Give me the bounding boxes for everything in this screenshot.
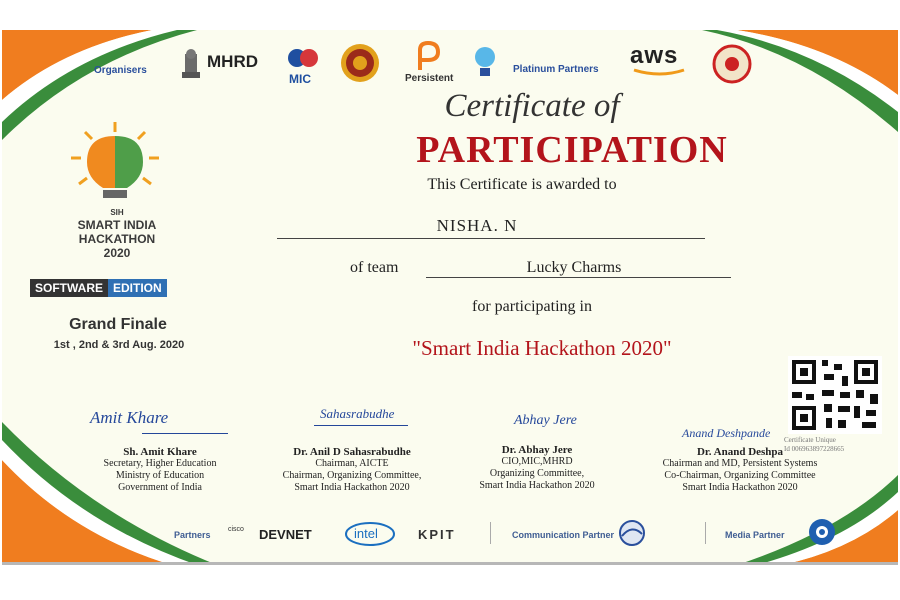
certificate xyxy=(2,30,898,565)
signatory-name: Dr. Abhay Jere xyxy=(501,444,573,456)
mhrd-logo: MHRD xyxy=(207,52,258,71)
intel-logo: intel xyxy=(354,526,378,541)
footer-divider-2 xyxy=(705,522,706,544)
aicte-seal-icon xyxy=(338,42,382,84)
signature-anand-deshpande: Anand Deshpande xyxy=(682,426,771,440)
sih-title-line1: SMART INDIA xyxy=(77,218,157,232)
signature-anil-sahasrabudhe: Sahasrabudhe xyxy=(320,406,395,421)
signatory-line: Smart India Hackathon 2020 xyxy=(682,482,798,493)
kpit-logo: KPIT xyxy=(418,527,456,542)
footer-divider-1 xyxy=(490,522,491,544)
signatory-name: Sh. Amit Khare xyxy=(123,446,197,458)
signatory-line: Chairman, Organizing Committee, xyxy=(282,470,422,481)
emblem-icon xyxy=(176,48,206,82)
devnet-logo: DEVNET xyxy=(259,527,312,542)
software-badge-text: SOFTWARE xyxy=(30,279,108,297)
signatory-3 xyxy=(447,444,627,492)
signatory-line: Co-Chairman, Organizing Committee xyxy=(664,470,816,481)
communication-partner-logo-icon xyxy=(614,518,650,548)
persistent-logo: Persistent xyxy=(405,73,454,84)
software-edition-badge xyxy=(30,279,167,297)
signatory-name: Dr. Anand Deshpa xyxy=(696,446,784,458)
signatory-line: Secretary, Higher Education xyxy=(103,458,217,469)
platinum-partners-label: Platinum Partners xyxy=(513,64,599,75)
sih-title xyxy=(42,218,192,260)
grand-finale-label: Grand Finale xyxy=(69,316,167,333)
certificate-heading-main: PARTICIPATION xyxy=(416,129,728,171)
certificate-id-value: Id 006963897228665 xyxy=(784,445,845,453)
ideabulb-logo-icon xyxy=(470,42,500,82)
signature-abhay-jere: Abhay Jere xyxy=(514,413,577,428)
signature-underline-1 xyxy=(142,433,228,434)
certificate-id-caption: Certificate Unique xyxy=(784,436,836,444)
signatory-line: CIO,MIC,MHRD xyxy=(501,456,573,467)
event-name: "Smart India Hackathon 2020" xyxy=(412,336,672,360)
persistent-logo-icon xyxy=(412,40,448,74)
sih-title-line2: HACKATHON xyxy=(78,232,156,246)
team-underline xyxy=(426,277,731,278)
recipient-underline xyxy=(277,238,705,239)
finale-dates: 1st , 2nd & 3rd Aug. 2020 xyxy=(53,339,185,351)
signatory-2 xyxy=(252,446,452,494)
certificate-heading-script: Certificate of xyxy=(444,88,620,124)
sih-logo-text: SIH xyxy=(110,208,124,217)
signature-underline-2 xyxy=(314,425,408,426)
mic-logo-icon xyxy=(286,44,320,72)
team-prefix: of team xyxy=(350,259,399,276)
signatory-line: Smart India Hackathon 2020 xyxy=(294,482,410,493)
sih-brain-bulb-icon xyxy=(65,118,169,214)
media-partner-label: Media Partner xyxy=(725,530,785,540)
cisco-logo: cisco xyxy=(228,526,244,533)
communication-partner-label: Communication Partner xyxy=(512,530,615,540)
signatory-name: Dr. Anil D Sahasrabudhe xyxy=(293,446,411,458)
qr-code xyxy=(788,356,882,434)
police-badge-icon xyxy=(710,42,754,86)
signatory-line: Ministry of Education xyxy=(115,470,205,481)
signatory-line: Chairman and MD, Persistent Systems xyxy=(662,458,818,469)
signatory-line: Government of India xyxy=(118,482,202,493)
team-name: Lucky Charms xyxy=(526,259,622,276)
sih-year: 2020 xyxy=(103,246,131,260)
organisers-label: Organisers xyxy=(94,65,147,76)
doordarshan-logo-icon xyxy=(802,516,842,548)
aws-smile-icon xyxy=(632,68,688,78)
partners-label: Partners xyxy=(174,530,211,540)
signatory-1 xyxy=(60,446,260,494)
signature-amit-khare: Amit Khare xyxy=(90,408,169,427)
certificate-bottom-border xyxy=(2,562,898,565)
recipient-name: NISHA. N xyxy=(436,216,518,235)
mic-logo: MIC xyxy=(289,72,311,86)
signatory-line: Smart India Hackathon 2020 xyxy=(479,480,595,491)
aws-logo: aws xyxy=(630,42,679,69)
edition-badge-text: EDITION xyxy=(108,279,167,297)
signatory-4 xyxy=(630,446,850,494)
signatory-line: Chairman, AICTE xyxy=(315,458,389,469)
signatory-line: Organizing Committee, xyxy=(489,468,585,479)
awarded-to-text: This Certificate is awarded to xyxy=(427,176,617,193)
participating-text: for participating in xyxy=(472,298,592,315)
